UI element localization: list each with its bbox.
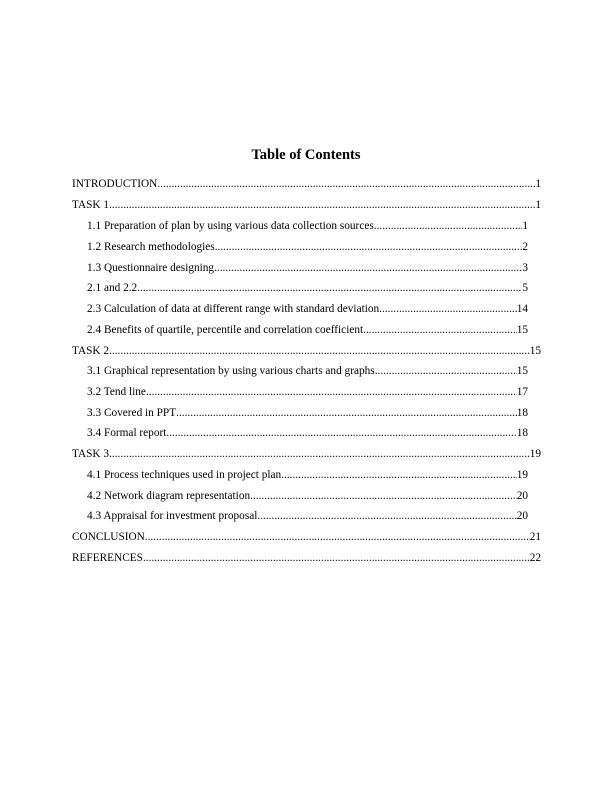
toc-entry-4-2[interactable] [87,489,528,503]
toc-entry-1-1[interactable] [87,219,528,233]
toc-entry-task-2[interactable] [72,344,541,358]
toc-entry-page: 15 [516,324,528,336]
toc-entry-page: 19 [516,469,528,481]
toc-entry-label: 1.2 Research methodologies [87,241,215,253]
toc-entry-1-2[interactable] [87,240,528,254]
toc-entry-page: 22 [529,552,541,564]
dot-leader [146,385,517,399]
dot-leader [379,302,517,316]
dot-leader [176,406,517,420]
toc-entry-label: 4.1 Process techniques used in project plan [87,469,282,481]
toc-entry-1-3[interactable] [87,261,528,275]
dot-leader [109,447,530,461]
toc-entry-label: 1.1 Preparation of plan by using various data collection sources [87,220,374,232]
toc-entry-label: 4.3 Appraisal for investment proposal [87,510,258,522]
dot-leader [374,219,523,233]
toc-entry-3-1[interactable] [87,364,528,378]
toc-entry-2-3[interactable] [87,302,528,316]
toc-entry-page: 2 [522,241,528,253]
toc-entry-label: INTRODUCTION [72,178,158,190]
toc-entry-4-3[interactable] [87,509,528,523]
toc-entry-task-1[interactable] [72,198,541,212]
dot-leader [157,177,535,191]
toc-entry-3-4[interactable] [87,426,528,440]
toc-entry-page: 20 [516,510,528,522]
dot-leader [363,323,517,337]
toc-entry-2-1-2-2[interactable] [87,281,528,295]
toc-entry-page: 14 [516,303,528,315]
toc-entry-label: 2.4 Benefits of quartile, percentile and correlation coefficient [87,324,364,336]
toc-entry-label: 1.3 Questionnaire designing [87,262,215,274]
toc-entry-label: TASK 3 [72,448,110,460]
dot-leader [143,551,530,565]
toc-entry-page: 1 [535,178,541,190]
toc-entry-page: 20 [516,490,528,502]
toc-entry-label: TASK 2 [72,345,110,357]
dot-leader [166,426,516,440]
dot-leader [145,530,530,544]
dot-leader [375,364,517,378]
toc-entry-page: 1 [535,199,541,211]
toc-entry-task-3[interactable] [72,447,541,461]
toc-title: Table of Contents [251,147,361,163]
toc-entry-label: REFERENCES [72,552,143,564]
toc-entry-label: 4.2 Network diagram representation [87,490,251,502]
toc-entry-page: 21 [529,531,541,543]
dot-leader [215,240,523,254]
toc-entry-label: 3.3 Covered in PPT [87,407,177,419]
dot-leader [250,489,517,503]
toc-entry-introduction[interactable] [72,177,541,191]
toc-entry-conclusion[interactable] [72,530,541,544]
toc-entry-3-2[interactable] [87,385,528,399]
toc-entry-3-3[interactable] [87,406,528,420]
dot-leader [281,468,517,482]
dot-leader [109,344,530,358]
dot-leader [214,261,522,275]
toc-entry-page: 17 [516,386,528,398]
toc-entry-4-1[interactable] [87,468,528,482]
toc-entry-label: 3.1 Graphical representation by using various charts and graphs [87,365,375,377]
toc-entry-page: 15 [516,365,528,377]
dot-leader [257,509,516,523]
toc-entry-label: 3.4 Formal report [87,427,167,439]
toc-entry-page: 18 [516,407,528,419]
toc-entry-page: 1 [522,220,528,232]
toc-entry-page: 18 [516,427,528,439]
toc-entry-label: 2.3 Calculation of data at different range with standard deviation [87,303,380,315]
toc-entry-label: TASK 1 [72,199,110,211]
dot-leader [137,281,522,295]
dot-leader [109,198,535,212]
toc-entry-label: 2.1 and 2.2 [87,282,138,294]
toc-entry-page: 15 [529,345,541,357]
toc-entry-label: 3.2 Tend line [87,386,146,398]
toc-entry-page: 5 [522,282,528,294]
toc-entry-page: 3 [522,262,528,274]
toc-entry-2-4[interactable] [87,323,528,337]
toc-entry-page: 19 [529,448,541,460]
toc-entry-label: CONCLUSION [72,531,145,543]
toc-entry-references[interactable] [72,551,541,565]
